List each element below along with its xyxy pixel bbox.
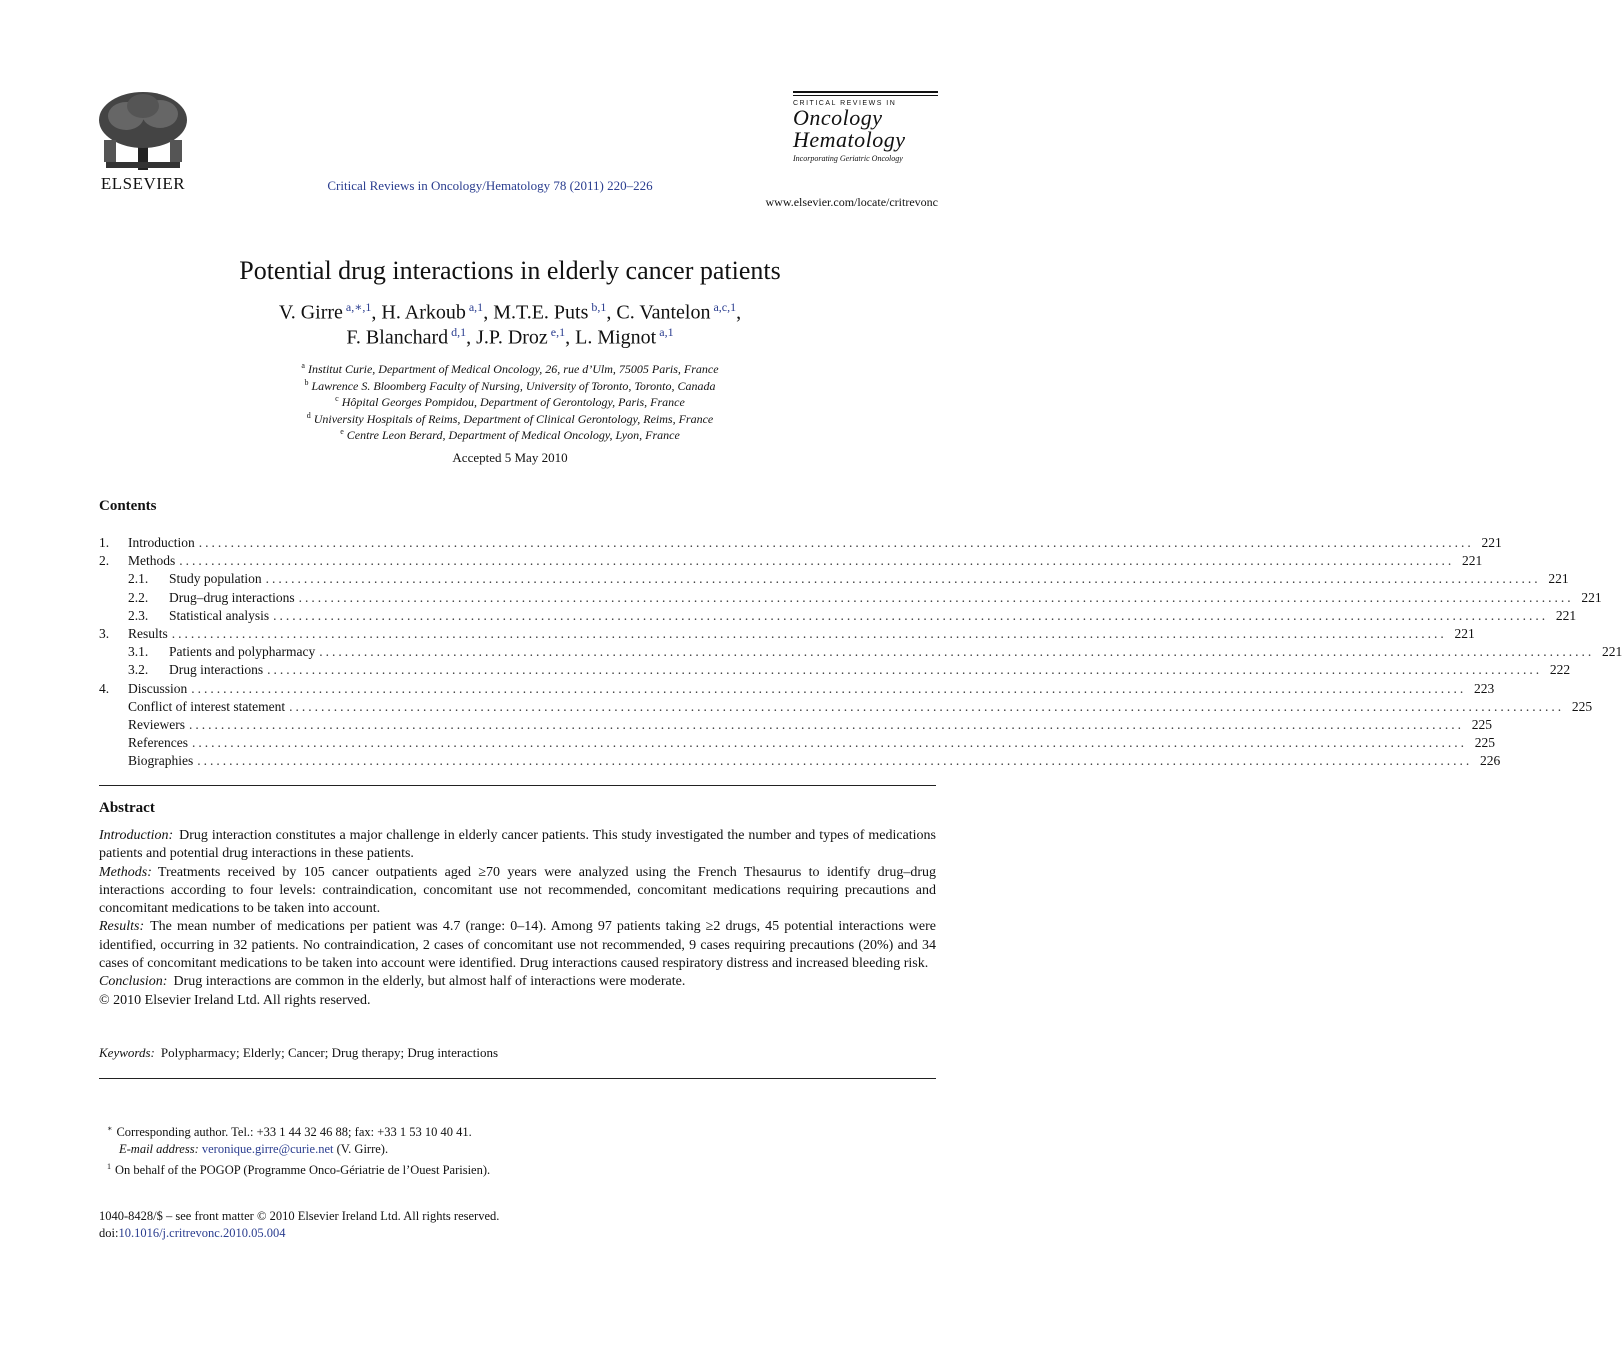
toc-page-number: 225 [1471,716,1492,732]
author-affiliation-mark[interactable]: a,∗,1 [345,300,372,314]
author-affiliation-mark[interactable]: b,1 [591,300,607,314]
toc-label: Results [128,625,168,641]
brand-hematology: Hematology [793,127,906,152]
toc-label: Introduction [128,535,195,550]
toc-label: Biographies [128,753,194,769]
divider [99,1078,936,1079]
abstract-paragraph [99,864,936,919]
affiliation-mark: a [301,361,305,370]
author-name: V. Girre [278,301,343,324]
toc-page-number: 221 [1454,625,1475,641]
toc-leader: ........................................................................................................................................................................................................ [273,607,1549,623]
toc-leader: ........................................................................................................................................................................................................ [265,571,1541,587]
abstract-body [99,827,936,1010]
affiliation-mark: b [304,377,309,387]
doi-label: doi: [99,1226,119,1240]
contents-heading: Contents [99,498,157,514]
abstract-section-text: Treatments received by 105 cancer outpatients aged ≥70 years were analyzed using the French Thesaurus to identify drug–drug interactions according to four levels: contraindication, concomitant use not recommended, concomitant medications requiring precautions and concomitant medications to be taken into account. [99,864,936,917]
journal-url-link[interactable]: www.elsevier.com/locate/critrevonc [765,195,938,209]
toc-label: Conflict of interest statement [128,698,286,714]
email-name: (V. Girre). [336,1142,389,1157]
affiliation-text: Lawrence S. Bloomberg Faculty of Nursing, University of Toronto, Toronto, Canada [311,378,716,393]
toc-number: 3.2. [128,662,149,678]
author-affiliation-mark[interactable]: e,1 [550,325,566,339]
toc-label: References [128,735,188,751]
brand-rule [793,95,938,96]
footnote-mark: ∗ [107,1124,113,1133]
toc-entry[interactable] [99,553,1483,571]
toc-page-number: 221 [1555,607,1577,623]
toc-leader: ........................................................................................................................................................................................................ [191,680,1467,696]
affiliation [0,427,1020,443]
toc-page-number: 221 [1481,535,1502,550]
author-affiliation-mark[interactable]: a,1 [468,300,484,314]
toc-entry[interactable] [99,735,1495,753]
brand-subtitle: Incorporating Geriatric Oncology [793,154,903,163]
affiliation-text: University Hospitals of Reims, Department of Clinical Gerontology, Reims, France [313,411,714,426]
toc-label: Reviewers [128,716,185,732]
toc-entry[interactable] [99,716,1492,735]
toc-leader: ........................................................................................................................................................................................................ [171,625,1447,641]
toc-entry[interactable] [99,662,1571,680]
toc-entry[interactable] [99,698,1593,717]
issn-block [99,1208,499,1242]
toc-number: 4. [99,680,110,696]
email-link[interactable]: veronique.girre@curie.net [201,1142,334,1157]
author-separator: , [736,301,742,324]
toc-number: 1. [99,535,110,550]
toc-leader: ........................................................................................................................................................................................................ [267,662,1543,678]
author-affiliation-mark[interactable]: d,1 [451,325,467,339]
affiliation [0,411,1020,427]
abstract-paragraph [99,918,936,973]
toc-label: Methods [128,553,176,569]
publisher-name: ELSEVIER [100,174,186,193]
author-separator: , [483,301,494,324]
author-separator: , [371,301,382,324]
front-matter-line: 1040-8428/$ – see front matter © 2010 Elsevier Ireland Ltd. All rights reserved. [99,1209,500,1223]
affiliation [0,394,1020,410]
abstract-copyright: © 2010 Elsevier Ireland Ltd. All rights reserved. [99,992,371,1008]
abstract-section-label: Methods: [99,864,152,880]
toc-number: 3.1. [128,644,149,660]
accepted-date: Accepted 5 May 2010 [452,450,568,465]
toc-entry[interactable] [99,625,1475,644]
toc-page-number: 225 [1474,735,1495,751]
authors-line-2 [0,325,1020,350]
abstract-section-text: Drug interaction constitutes a major challenge in elderly cancer patients. This study investigated the number and types of medications patients and potential drug interactions in these patients. [99,828,936,862]
journal-brand [793,91,938,163]
toc-page-number: 221 [1581,589,1602,605]
author-name: J.P. Droz [476,326,548,349]
toc-number: 2.3. [128,607,149,623]
abstract-heading: Abstract [99,800,155,816]
toc-entry[interactable] [99,589,1602,608]
toc-page-number: 221 [1462,553,1483,569]
author-separator: , [565,326,576,349]
abstract-section-text: Drug interactions are common in the elderly, but almost half of interactions were moderate. [173,974,686,990]
brand-oncology: Oncology [793,105,883,130]
toc-page-number: 223 [1474,680,1495,696]
footnotes [99,1120,497,1179]
author-separator: , [606,301,617,324]
toc-page-number: 221 [1601,644,1622,660]
toc-label: Study population [169,571,262,587]
affiliation-text: Hôpital Georges Pompidou, Department of Gerontology, Paris, France [341,395,685,410]
toc-page-number: 222 [1549,662,1571,678]
toc-number: 2.1. [128,571,149,587]
toc-page-number: 225 [1571,698,1593,714]
keywords-label: Keywords: [99,1045,155,1060]
toc-entry[interactable] [99,753,1501,771]
toc-leader: ........................................................................................................................................................................................................ [188,716,1464,732]
toc-number: 3. [99,625,110,641]
author-name: L. Mignot [575,326,657,349]
abstract-section-label: Conclusion: [99,974,168,990]
abstract-paragraph [99,827,936,864]
affiliation [0,378,1020,394]
email-label: E-mail address: [119,1142,199,1157]
authors-line-1 [0,300,1020,325]
corresponding-author: Corresponding author. Tel.: +33 1 44 32 46 88; fax: +33 1 53 10 40 41. [116,1125,472,1140]
toc-leader: ........................................................................................................................................................................................................ [191,735,1467,751]
doi-link[interactable]: 10.1016/j.critrevonc.2010.05.004 [118,1226,286,1240]
toc-label: Discussion [128,680,188,696]
affiliation-mark: e [340,427,344,437]
abstract-section-label: Introduction: [99,828,174,843]
toc-page-number: 221 [1548,571,1569,587]
toc-label: Drug interactions [169,662,264,678]
toc-label: Drug–drug interactions [169,589,295,605]
keywords [99,1045,936,1061]
toc-entry[interactable] [99,607,1577,626]
toc-leader: ........................................................................................................................................................................................................ [319,644,1595,660]
toc-number: 2.2. [128,589,149,605]
footnote-pogop: On behalf of the POGOP (Programme Onco-Gériatrie de l’Ouest Parisien). [115,1163,491,1178]
abstract-section-label: Results: [99,919,145,935]
toc-leader: ........................................................................................................................................................................................................ [179,553,1455,569]
toc-entry[interactable] [99,535,1502,553]
author-affiliation-mark[interactable]: a,c,1 [713,300,737,314]
abstract-section-text: The mean number of medications per patient was 4.7 (range: 0–14). Among 97 patients taking ≥2 drugs, 45 potential interactions were identified, occurring in 32 patients. No contraindication, 2 cases of concomitant use not recommended, 9 cases requiring precautions (20%) and 34 cases of concomitant medications to be taken into account were identified. Drug interactions caused respiratory distress and increased bleeding risk. [99,919,936,972]
toc-entry[interactable] [99,644,1622,662]
journal-reference-link[interactable]: Critical Reviews in Oncology/Hematology 78 (2011) 220–226 [327,178,653,193]
affiliation-mark: d [306,410,311,420]
author-name: H. Arkoub [381,301,466,324]
toc-entry[interactable] [99,571,1569,589]
author-name: F. Blanchard [346,326,449,349]
toc-label: Patients and polypharmacy [169,644,316,660]
footnote-mark: 1 [107,1162,111,1172]
affiliation-mark: c [335,394,339,404]
toc-leader: ........................................................................................................................................................................................................ [198,535,1474,550]
brand-top-text: CRITICAL REVIEWS IN [793,100,897,107]
keywords-list: Polypharmacy; Elderly; Cancer; Drug therapy; Drug interactions [160,1045,499,1060]
toc-label: Statistical analysis [169,607,270,623]
author-affiliation-mark[interactable]: a,1 [659,325,674,339]
author-name: M.T.E. Puts [493,301,589,324]
author-separator: , [466,326,477,349]
author-name: C. Vantelon [616,301,711,324]
toc-entry[interactable] [99,680,1495,699]
toc-leader: ........................................................................................................................................................................................................ [197,753,1473,769]
affiliation-text: Institut Curie, Department of Medical Oncology, 26, rue d’Ulm, 75005 Paris, France [307,362,719,376]
toc-leader: ........................................................................................................................................................................................................ [298,589,1574,605]
divider [99,785,936,786]
toc-page-number: 226 [1480,753,1501,769]
affiliation [0,361,1020,377]
brand-rule [793,91,938,93]
toc-number: 2. [99,553,110,569]
toc-leader: ........................................................................................................................................................................................................ [289,698,1565,714]
article-title: Potential drug interactions in elderly cancer patients [239,256,781,285]
affiliation-text: Centre Leon Berard, Department of Medical Oncology, Lyon, France [346,428,680,443]
abstract-paragraph [99,973,936,991]
table-of-contents [99,535,1622,771]
